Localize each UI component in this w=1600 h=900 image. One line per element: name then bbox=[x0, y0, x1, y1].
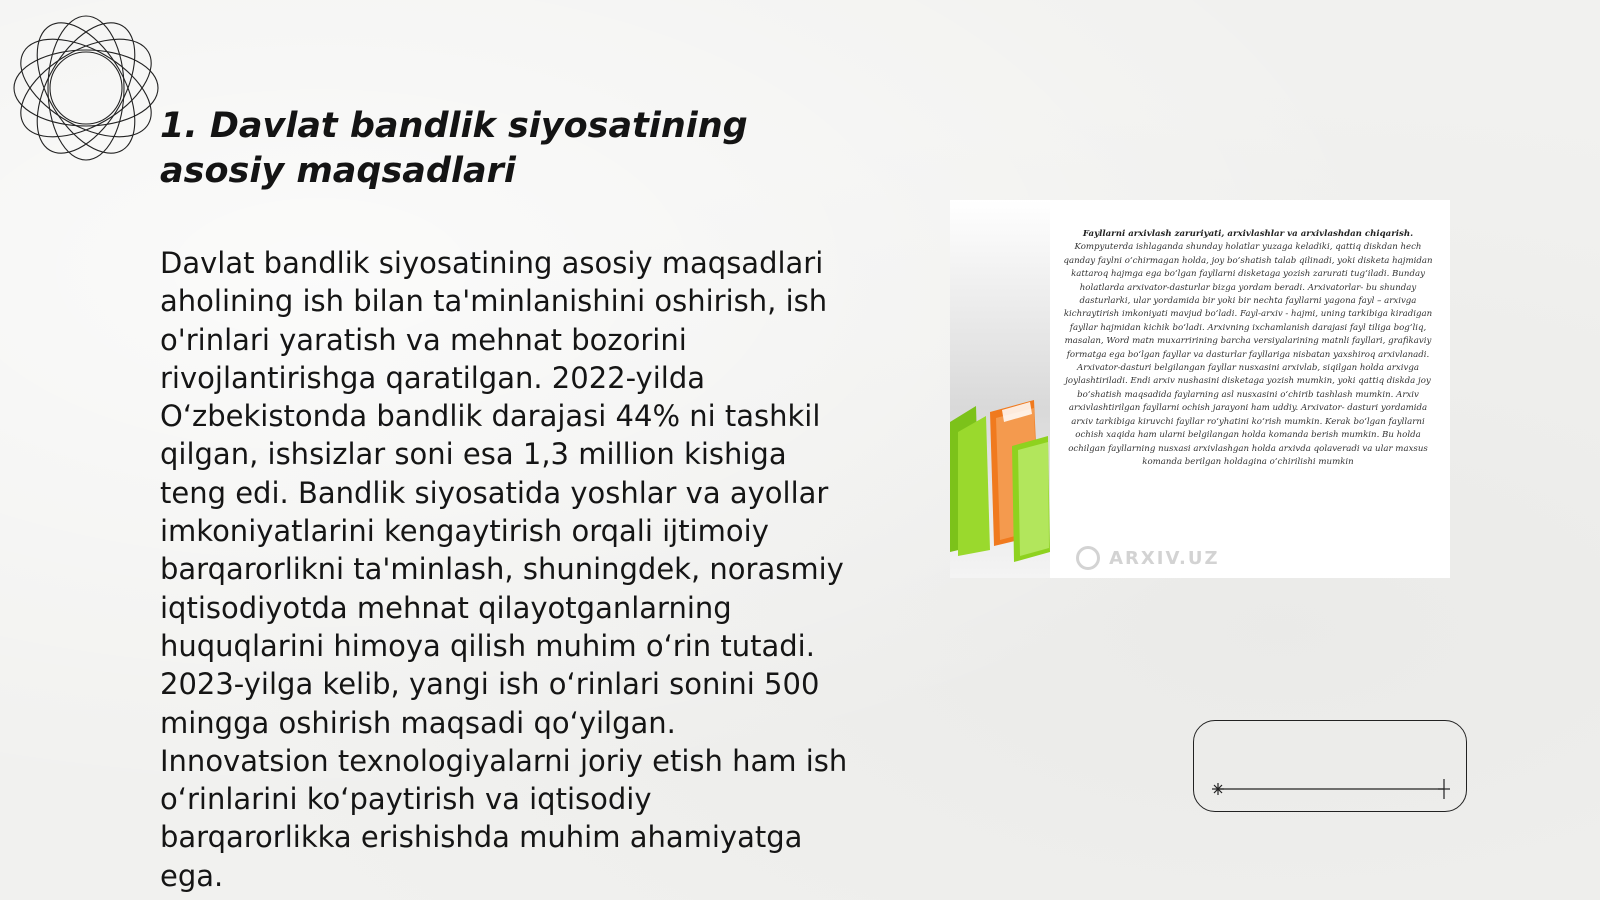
slide-title: 1. Davlat bandlik siyosatining asosiy maqsadlari bbox=[160, 106, 748, 191]
watermark bbox=[1076, 548, 1220, 569]
decorative-line-icon bbox=[1212, 777, 1452, 801]
document-image bbox=[950, 200, 1450, 578]
slide-body-text: Davlat bandlik siyosatining asosiy maqsadlari aholining ish bilan ta'minlanishini oshirish, ish o'rinlari yaratish va mehnat bozorini rivojlantirishga qaratilgan. 2022-yilda Oʻzbekistonda bandlik darajasi 44% ni tashkil qilgan, ishsizlar soni esa 1,3 million kishiga teng edi. Bandlik siyosatida yoshlar va ayollar imkoniyatlarini kengaytirish orqali ijtimoiy barqarorlikni ta'minlash, shuningdek, norasmiy iqtisodiyotda mehnat qilayotganlarning huquqlarini himoya qilish muhim oʻrin tutadi. 2023-yilga kelib, yangi ish oʻrinlari sonini 500 mingga oshirish maqsadi qoʻyilgan. Innovatsion texnologiyalarni joriy etish ham ish oʻrinlarini koʻpaytirish va iqtisodiy barqarorlikka erishishda muhim ahamiyatga ega. bbox=[160, 246, 848, 893]
document-text: Kompyuterda ishlaganda shunday holatlar yuzaga keladiki, qattiq diskdan hech qanday faylni o‘chirmagan holda, joy bo‘shatish talab qilinadi, yoki disketa hajmidan kattaroq hajmga ega bo‘lgan fayllarni disketaga yozish zarurati tug‘iladi. Bunday holatlarda arxivator-dasturlar bizga yordam beradi. Arxivatorlar- bu shunday dasturlarki, ular yordamida bir yoki bir nechta fayllarni yagona fayl – arxivga kichraytirish imkoniyati mavjud bo‘ladi. Fayl-arxiv - hajmi, uning tarkibiga kiradigan fayllar hajmidan kichik bo‘ladi. Arxivning ixchamlanish darajasi fayl tiliga bog‘liq, masalan, Word matn muxarririning barcha versiyalarining matnli fayllari, grafikaviy formatga ega bo‘lgan fayllar va dasturlar fayllariga nisbatan yaxshiroq arxivlanadi. Arxivator-dasturi belgilangan fayllar nusxasini arxivlab, siqilgan holda arxivga joylashtiriladi. Endi arxiv nushasini disketaga yozish mumkin, yoki qattiq diskda joy bo‘shatish maqsadida faylarning asl nusxasini o‘chirib tashlash mumkin. Arxiv arxivlashtirilgan fayllarni ochish jarayoni ham uddiy. Arxivator- dasturi yordamida arxiv tarkibiga kiruvchi fayllar ro‘yhatini ko‘rish mumkin. Kerak bo‘lgan fayllarni ochish xaqida ham ularni belgilangan holda komanda berish mumkin. Bu holda ochilgan fayllarning nusxasi arxivlashgan holda arxivda qolaveradi va ular maxsus komanda berilgan holdagina o‘chirilishi mumkin bbox=[1063, 242, 1433, 467]
binders-graphic bbox=[950, 200, 1050, 578]
document-heading: Fayllarni arxivlash zaruriyati, arxivlashlar va arxivlashdan chiqarish. bbox=[1082, 229, 1414, 239]
watermark-text: ARXIV.UZ bbox=[1109, 548, 1220, 569]
folders-icon bbox=[950, 200, 1050, 578]
decorative-circles-icon bbox=[6, 8, 166, 168]
document-page bbox=[1062, 228, 1434, 469]
